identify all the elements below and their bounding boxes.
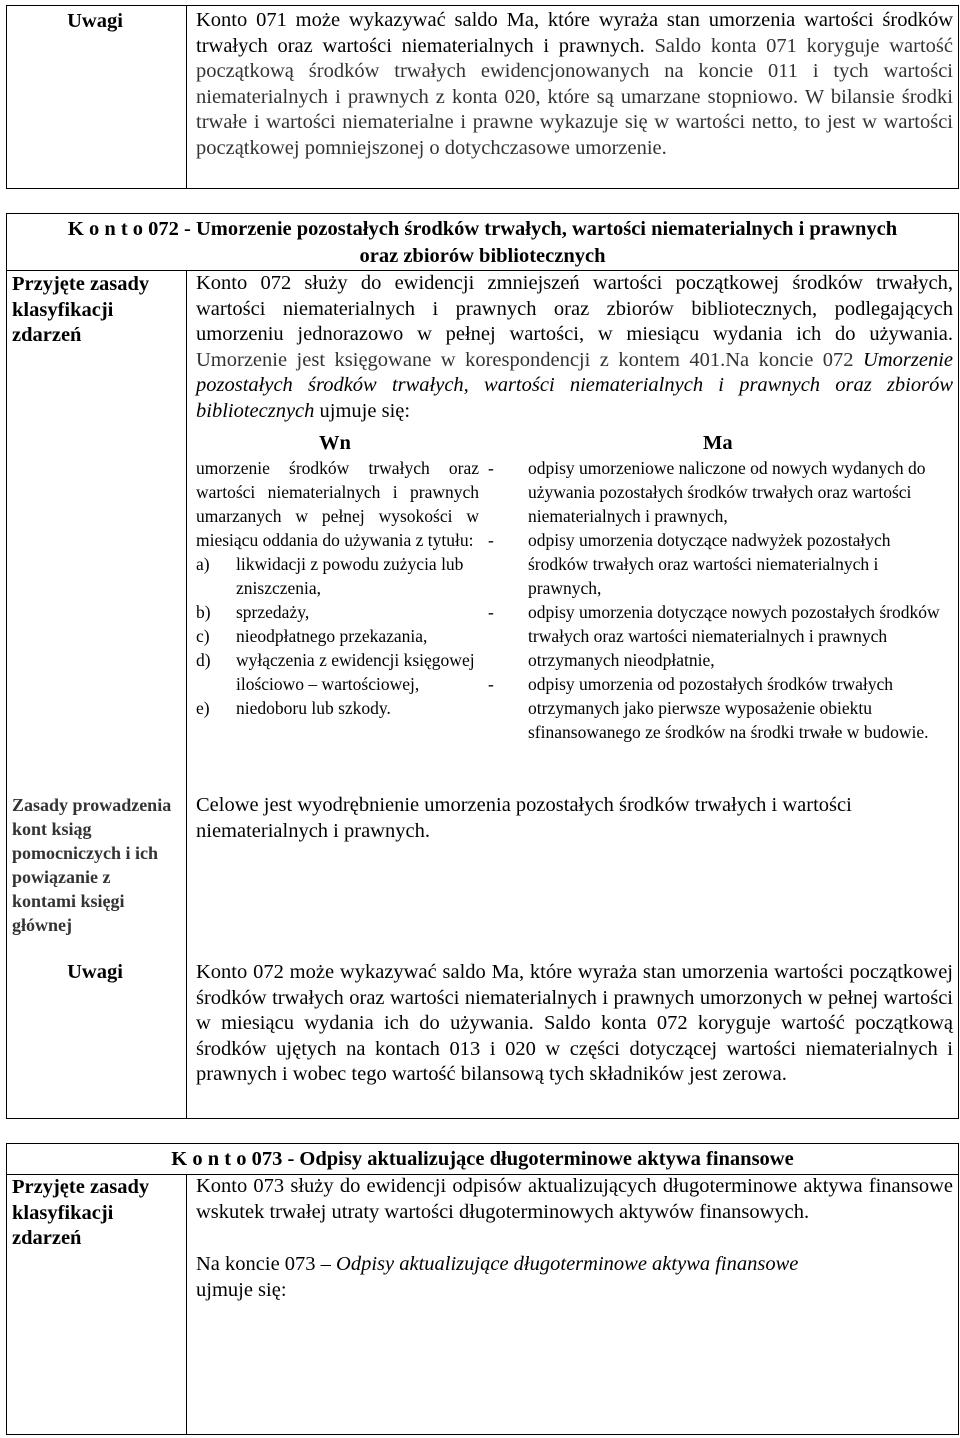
konto-073-text2 xyxy=(196,1252,953,1303)
uwagi-072-text: Konto 072 może wykazywać saldo Ma, które wyraża stan umorzenia wartości początkowej środków trwałych oraz wartości niematerialnych i prawnych umorzonych w pełnej wartości w miesiącu wydania ich do używania. Saldo konta 072 koryguje wartość początkową środków ujętych na kontach 013 i 020 w części dotyczącej wartości niematerialnych i prawnych i wobec tego wartość bilansową tych składników jest zerowa. xyxy=(196,961,953,1085)
list-item-text: nieodpłatnego przekazania, xyxy=(236,626,428,646)
konto-072-title-line1: K o n t o 072 - Umorzenie pozostałych środków trwałych, wartości niematerialnych i prawnych xyxy=(67,218,898,240)
list-item-text: wyłączenia z ewidencji księgowej ilościowo – wartościowej, xyxy=(236,650,475,694)
row-label-uwagi-072: Uwagi xyxy=(67,961,123,983)
uwagi-071-text-plain: Konto 071 może wykazywać saldo Ma, które wyraża stan umorzenia wartości środków trwałych oraz wartości niematerialnych i prawnych. xyxy=(196,9,953,57)
konto-072-intro xyxy=(196,271,953,424)
text2-suffix: ujmuje się: xyxy=(196,1278,287,1301)
konto-073-text1: Konto 073 służy do ewidencji odpisów aktualizujących długoterminowe aktywa finansowe wskutek trwałej utraty wartości długoterminowych aktywów finansowych. xyxy=(196,1175,953,1223)
text2-italic: Odpisy aktualizujące długoterminowe aktywa finansowe xyxy=(336,1253,799,1275)
ma-list-item xyxy=(488,600,953,672)
list-item-text: likwidacji z powodu zużycia lub zniszczenia, xyxy=(236,554,464,598)
row-label-przyjete-zasady-073: Przyjęte zasady klasyfikacji zdarzeń xyxy=(12,1176,150,1249)
wn-list-item xyxy=(196,648,479,696)
list-marker: c) xyxy=(196,626,210,646)
wn-column xyxy=(196,456,479,720)
list-marker: - xyxy=(488,674,494,694)
list-marker: e) xyxy=(196,698,210,718)
zasady-text: Celowe jest wyodrębnienie umorzenia pozostałych środków trwałych i wartości niematerialnych i prawnych. xyxy=(196,794,852,842)
wn-list-item xyxy=(196,552,479,600)
list-marker: b) xyxy=(196,602,211,622)
list-marker: - xyxy=(488,602,494,622)
column-divider xyxy=(186,1174,187,1434)
table-konto-072 xyxy=(6,213,959,1119)
wn-header: Wn xyxy=(319,432,351,454)
ma-list-item xyxy=(488,456,953,528)
intro-italic: Umorzenie pozostałych środków trwałych, wartości niematerialnych i prawnych oraz zbiorów bibliotecznych xyxy=(196,348,953,422)
list-item-text: odpisy umorzeniowe naliczone od nowych wydanych do używania pozostałych środków trwałych oraz wartości niematerialnych i prawnych, xyxy=(528,458,926,526)
row-label-przyjete-zasady: Przyjęte zasady klasyfikacji zdarzeń xyxy=(12,273,150,346)
table-konto-073 xyxy=(6,1143,959,1435)
intro-end: ujmuje się: xyxy=(314,399,411,422)
list-marker: a) xyxy=(196,554,210,574)
list-marker: - xyxy=(488,530,494,550)
list-marker: - xyxy=(488,458,494,478)
intro-plain: Konto 072 służy do ewidencji zmniejszeń wartości początkowej środków trwałych, wartości niematerialnych i prawnych oraz zbiorów bibliotecznych, podlegających umorzeniu jednorazowo w pełnej wartości, w miesiącu wydania ich do używania. xyxy=(196,272,953,345)
list-item-text: odpisy umorzenia dotyczące nowych pozostałych środków trwałych oraz wartości niematerialnych i prawnych otrzymanych nieodpłatnie, xyxy=(528,602,940,670)
konto-073-title: K o n t o 073 - Odpisy aktualizujące długoterminowe aktywa finansowe xyxy=(171,1148,794,1170)
konto-072-title-line2: oraz zbiorów bibliotecznych xyxy=(359,245,606,267)
row-label-zasady-prowadzenia: Zasady prowadzenia kont ksiąg pomocniczych i ich powiązanie z kontami księgi głównej xyxy=(12,795,172,935)
table-konto-071-uwagi xyxy=(6,5,959,189)
wn-list xyxy=(196,552,479,720)
wn-list-item xyxy=(196,600,479,624)
list-item-text: odpisy umorzenia dotyczące nadwyżek pozostałych środków trwałych oraz wartości niematerialnych i prawnych, xyxy=(528,530,891,598)
intro-gray: Umorzenie jest księgowane w korespondencji z kontem 401.Na koncie 072 xyxy=(196,348,864,371)
ma-column xyxy=(488,456,953,744)
ma-list xyxy=(488,456,953,744)
column-divider xyxy=(186,6,187,188)
row-label-uwagi: Uwagi xyxy=(67,10,123,32)
wn-list-item xyxy=(196,624,479,648)
uwagi-071-text-gray: Saldo konta 071 koryguje wartość początkową środków trwałych ewidencjonowanych na koncie 011 i tych wartości niematerialnych i prawnych z konta 020, które są umarzane stopniowo. W bilansie środki trwałe i wartości niematerialne i prawne wykazuje się w wartości netto, to jest w wartości początkowej pomniejszonej o dotychczasowe umorzenie. xyxy=(196,34,953,159)
ma-list-item xyxy=(488,672,953,744)
list-item-text: odpisy umorzenia od pozostałych środków trwałych otrzymanych jako pierwsze wyposażenie obiektu sfinansowanego ze środków na środki trwałe w budowie. xyxy=(528,674,929,742)
list-marker: d) xyxy=(196,650,211,670)
column-divider xyxy=(186,270,187,1118)
ma-list-item xyxy=(488,528,953,600)
ma-header: Ma xyxy=(703,432,733,454)
text2-prefix: Na koncie 073 – xyxy=(196,1253,337,1275)
wn-intro: umorzenie środków trwałych oraz wartości niematerialnych i prawnych umarzanych w pełnej wysokości w miesiącu oddania do używania z tytułu: xyxy=(196,458,479,550)
uwagi-071-text xyxy=(196,8,953,161)
wn-list-item xyxy=(196,696,479,720)
list-item-text: niedoboru lub szkody. xyxy=(236,698,391,718)
list-item-text: sprzedaży, xyxy=(236,602,310,622)
